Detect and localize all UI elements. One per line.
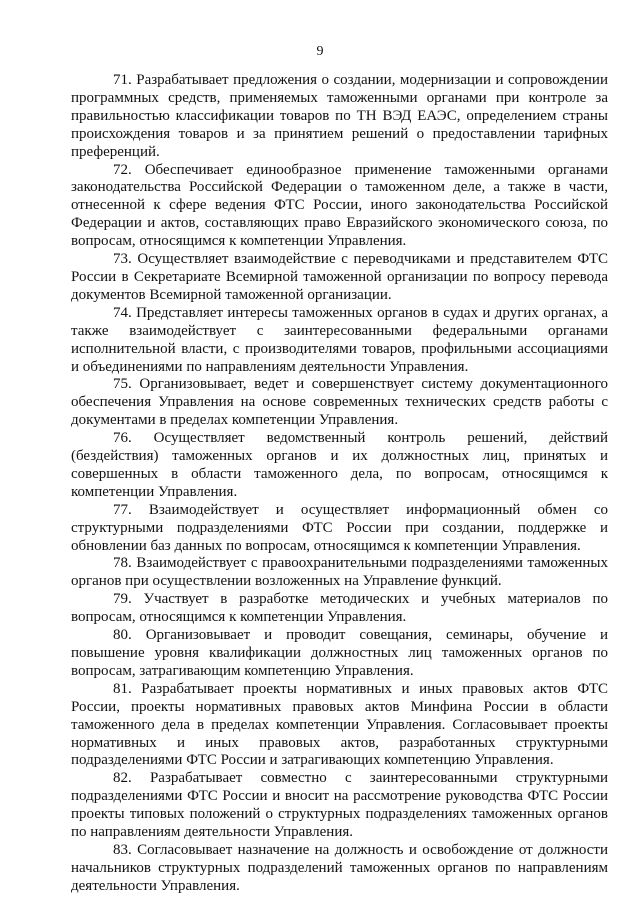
paragraph-77: 77. Взаимодействует и осуществляет информационный обмен со структурными подразделениями ФТС России при создании, поддержке и обновлении баз данных по вопросам, относящимся к компетенции Управления.	[71, 501, 608, 554]
paragraph-73: 73. Осуществляет взаимодействие с переводчиками и представителем ФТС России в Секретариате Всемирной таможенной организации по вопросу перевода документов Всемирной таможенной организации.	[71, 251, 608, 303]
paragraph-80: 80. Организовывает и проводит совещания, семинары, обучение и повышение уровня квалификации должностных лиц таможенных органов по вопросам, затрагивающим компетенцию Управления.	[71, 627, 608, 679]
paragraph-81: 81. Разрабатывает проекты нормативных и иных правовых актов ФТС России, проекты нормативных правовых актов Минфина России в области таможенного дела в пределах компетенции Управления. Согласовывает проекты нормативных и иных правовых актов, разработанных структурными подразделениями ФТС России и затрагивающих компетенцию Управления.	[71, 680, 608, 769]
paragraph-83: 83. Согласовывает назначение на должность и освобождение от должности начальников структурных подразделений таможенных органов по направлениям деятельности Управления.	[71, 841, 608, 894]
paragraph-74: 74. Представляет интересы таможенных органов в судах и других органах, а также взаимодействует с заинтересованными федеральными органами исполнительной власти, с производителями товаров, профильными ассоциациями и объединениями по направлениям деятельности Управления.	[71, 304, 608, 375]
paragraph-75: 75. Организовывает, ведет и совершенствует систему документационного обеспечения Управления на основе современных технических средств работы с документами в пределах компетенции Управления.	[71, 376, 608, 429]
document-body	[71, 72, 608, 896]
paragraph-82: 82. Разрабатывает совместно с заинтересованными структурными подразделениями ФТС России и вносит на рассмотрение руководства ФТС России проекты типовых положений о структурных подразделениях таможенных органов по направлениям деятельности Управления.	[71, 770, 608, 841]
paragraph-71: 71. Разрабатывает предложения о создании, модернизации и сопровождении программных средств, применяемых таможенными органами при контроле за правильностью классификации товаров по ТН ВЭД ЕАЭС, определением страны происхождения товаров и за принятием решений о предоставлении тарифных преференций.	[71, 72, 608, 160]
paragraph-79: 79. Участвует в разработке методических и учебных материалов по вопросам, относящимся к компетенции Управления.	[71, 591, 608, 626]
page-number: 9	[316, 44, 324, 59]
paragraph-76: 76. Осуществляет ведомственный контроль решений, действий (бездействия) таможенных органов и их должностных лиц, принятых и совершенных в области таможенного дела, по вопросам, относящимся к компетенции Управления.	[71, 430, 608, 500]
paragraph-72: 72. Обеспечивает единообразное применение таможенными органами законодательства Российской Федерации о таможенном деле, а также в части, отнесенной к сфере ведения ФТС России, иного законодательства Российской Федерации и актов, составляющих право Евразийского экономического союза, по вопросам, относящимся к компетенции Управления.	[71, 161, 608, 250]
paragraph-78: 78. Взаимодействует с правоохранительными подразделениями таможенных органов при осуществлении возложенных на Управление функций.	[71, 555, 608, 590]
